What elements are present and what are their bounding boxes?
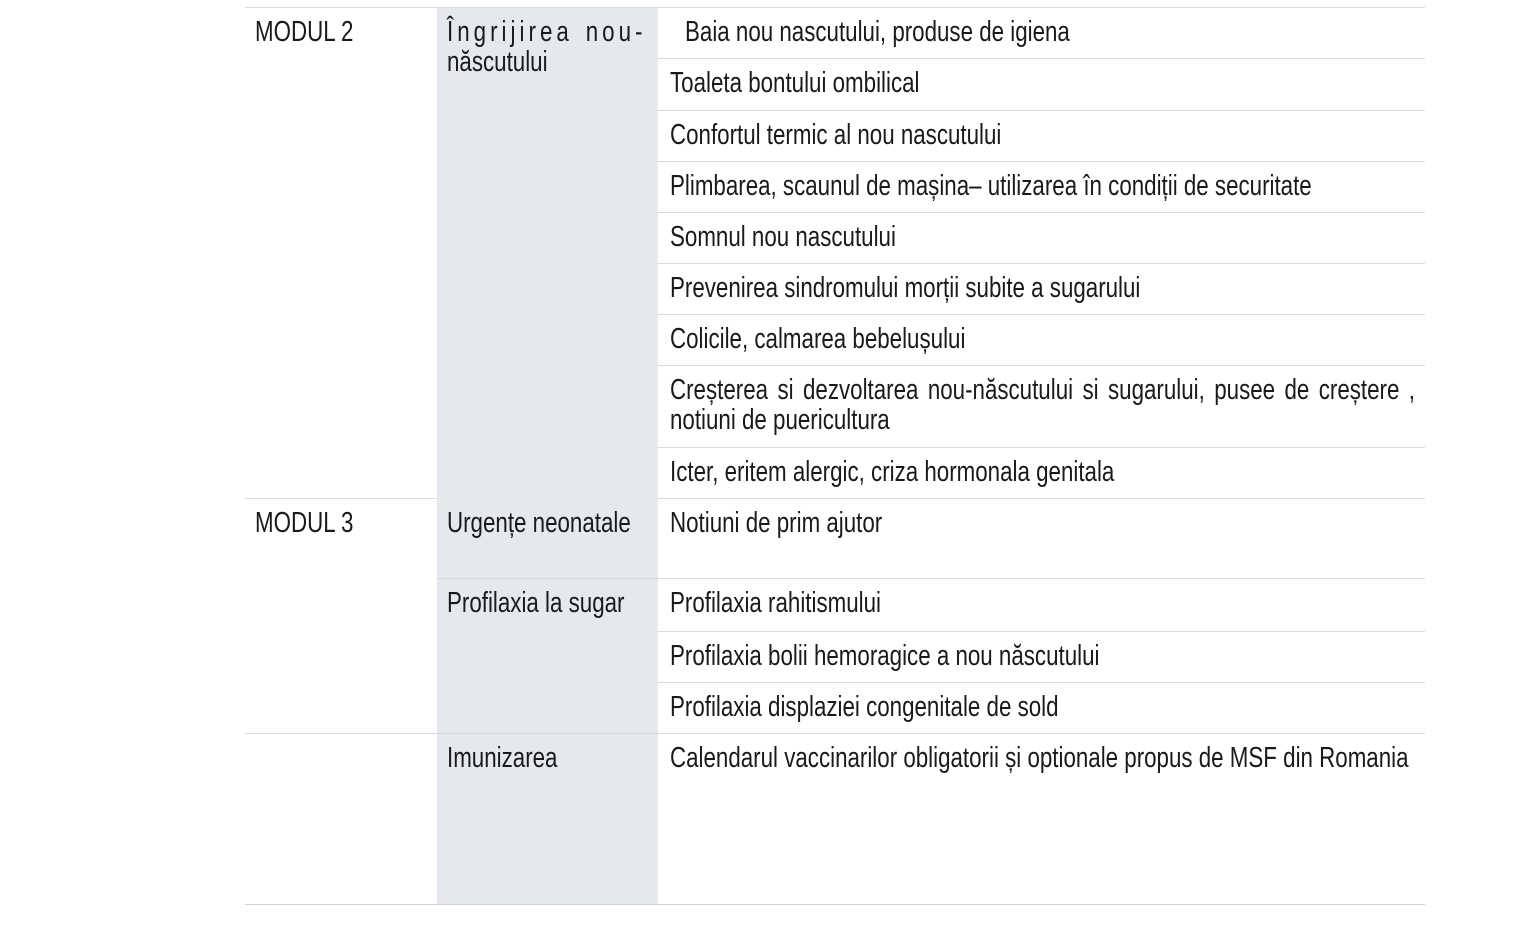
topic-text: Colicile, calmarea bebelușului	[670, 323, 966, 355]
module-cell-empty	[245, 734, 437, 904]
topic-cell	[658, 111, 1425, 162]
topic-text: Baia nou nascutului, produse de igiena	[685, 16, 1070, 48]
topic-cell	[658, 448, 1425, 499]
module-label: MODUL 2	[255, 16, 354, 48]
category-cell-profilaxia	[437, 579, 658, 734]
module-label: MODUL 3	[255, 507, 354, 539]
category-label	[447, 17, 650, 77]
topic-cell	[658, 499, 1425, 579]
topic-cell	[658, 264, 1425, 315]
topic-text: Icter, eritem alergic, criza hormonala genitala	[670, 456, 1115, 488]
category-label: Urgențe neonatale	[447, 507, 631, 539]
topic-text: Prevenirea sindromului morții subite a sugarului	[670, 272, 1141, 304]
category-label: Imunizarea	[447, 742, 558, 774]
topic-cell	[658, 632, 1425, 683]
topic-text: Notiuni de prim ajutor	[670, 507, 883, 539]
category-label-line1: Îngrijirea nou-	[447, 16, 647, 48]
topic-cell	[658, 315, 1425, 366]
category-label-line2: născutului	[447, 46, 548, 78]
topic-text: Profilaxia rahitismului	[670, 587, 881, 619]
curriculum-table	[245, 7, 1425, 905]
topic-cell	[658, 366, 1425, 448]
topic-text: Profilaxia bolii hemoragice a nou născutului	[670, 640, 1100, 672]
topic-cell	[658, 579, 1425, 632]
category-cell-urgente	[437, 499, 658, 579]
topic-cell	[658, 213, 1425, 264]
module-cell-modul3	[245, 499, 437, 734]
topic-text: Calendarul vaccinarilor obligatorii și optionale propus de MSF din Romania	[670, 742, 1409, 774]
topic-text: Plimbarea, scaunul de mașina– utilizarea în condiții de securitate	[670, 170, 1312, 202]
category-label: Profilaxia la sugar	[447, 587, 625, 619]
topic-cell	[658, 59, 1425, 111]
topic-text: Creșterea si dezvoltarea nou-născutului si sugarului, pusee de creștere , notiuni de puericultura	[670, 374, 1415, 436]
topic-text: Confortul termic al nou nascutului	[670, 119, 1002, 151]
topic-text: Somnul nou nascutului	[670, 221, 896, 253]
topic-cell	[658, 683, 1425, 734]
topic-cell	[658, 734, 1425, 904]
topic-cell	[658, 8, 1425, 59]
category-cell-ingrijirea	[437, 8, 658, 499]
module-cell-modul2	[245, 8, 437, 499]
topic-text: Profilaxia displaziei congenitale de sold	[670, 691, 1059, 723]
topic-cell	[658, 162, 1425, 213]
category-cell-imunizarea	[437, 734, 658, 904]
topic-text: Toaleta bontului ombilical	[670, 67, 920, 99]
